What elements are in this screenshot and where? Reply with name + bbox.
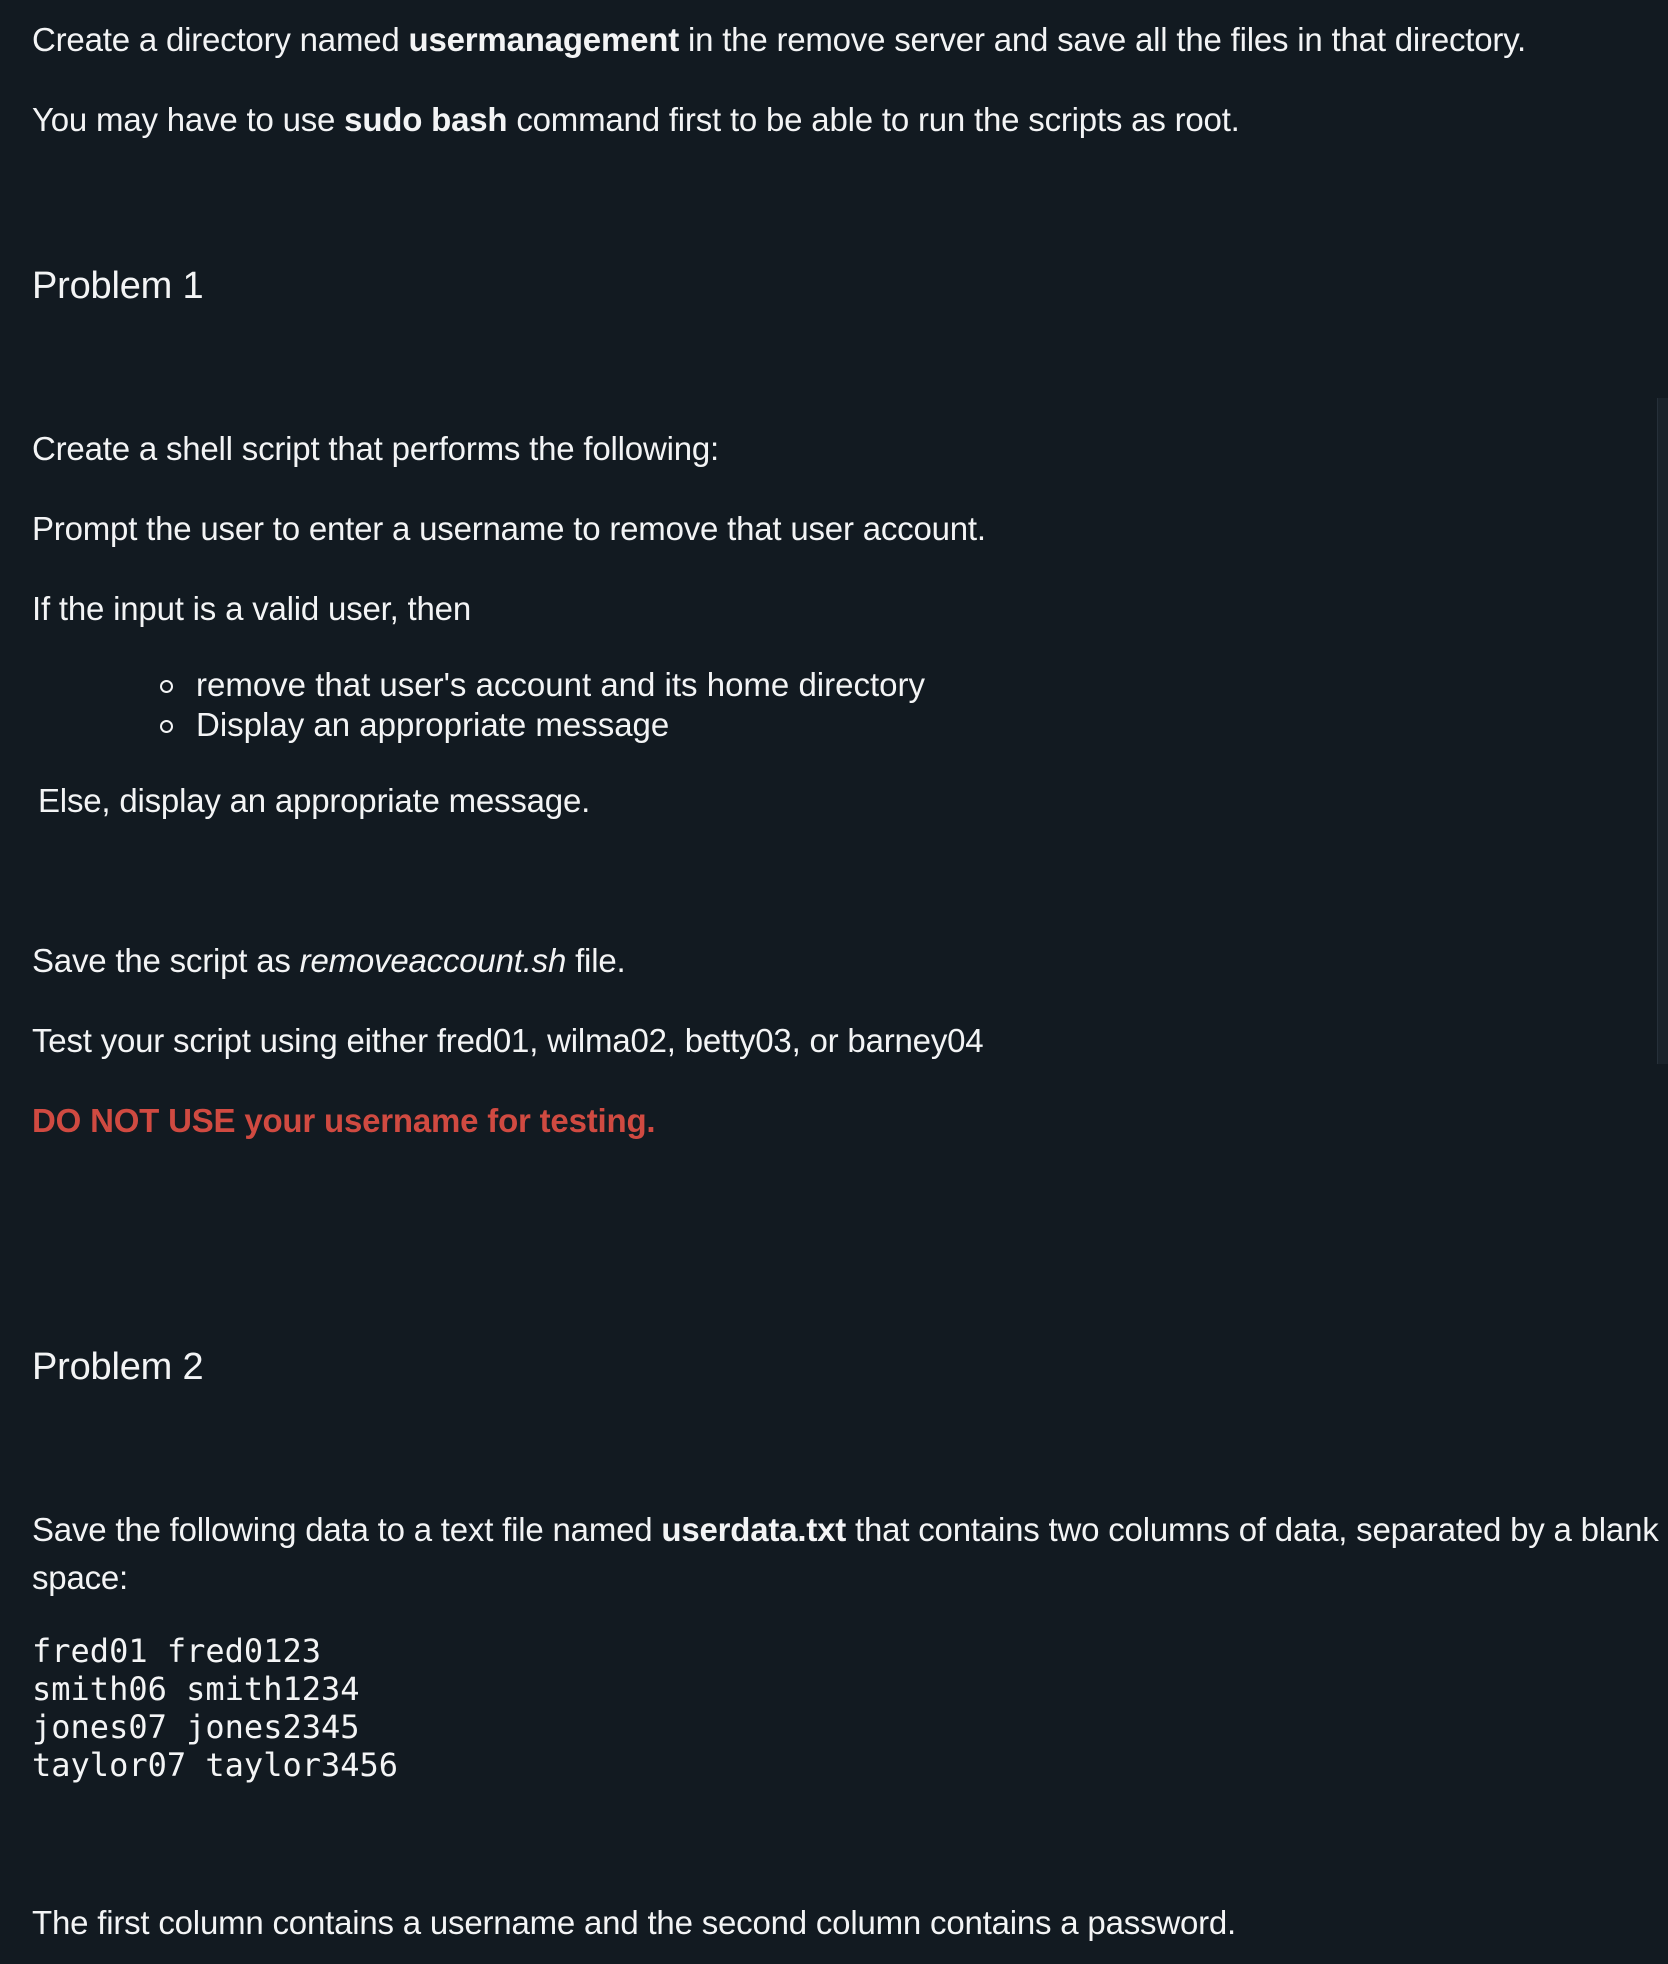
- bullet-text: Display an appropriate message: [196, 706, 670, 743]
- userdata-code-block: [32, 1632, 398, 1784]
- circle-bullet-icon: [160, 680, 173, 693]
- problem-2-heading: Problem 2: [32, 1346, 204, 1388]
- problem-1-else: Else, display an appropriate message.: [38, 782, 591, 819]
- data-filename: userdata.txt: [661, 1511, 847, 1548]
- code-line: jones07 jones2345: [32, 1708, 360, 1746]
- list-item: [160, 705, 925, 745]
- intro-line-directory-pre: Create a directory named: [32, 21, 409, 58]
- problem-1-save-post: file.: [566, 942, 626, 979]
- sudo-command: sudo bash: [344, 101, 508, 138]
- problem-2-save: [32, 1506, 1659, 1554]
- problem-1-save: [32, 937, 625, 985]
- problem-1-bullet-list: [160, 665, 925, 745]
- problem-1-prompt: Prompt the user to enter a username to remove that user account.: [32, 510, 986, 547]
- problem-1-save-pre: Save the script as: [32, 942, 300, 979]
- intro-line-directory-post: in the remove server and save all the files in that directory.: [678, 21, 1527, 58]
- problem-2-save-post: that contains two columns of data, separated by a blank: [846, 1511, 1659, 1548]
- problem-2-save-pre: Save the following data to a text file named: [32, 1511, 662, 1548]
- problem-2-description: The first column contains a username and the second column contains a password.: [32, 1904, 1237, 1941]
- bullet-text: remove that user's account and its home directory: [196, 666, 925, 703]
- script-filename: removeaccount.sh: [299, 942, 567, 979]
- code-line: taylor07 taylor3456: [32, 1746, 399, 1784]
- intro-line-sudo-pre: You may have to use: [32, 101, 345, 138]
- intro-line-sudo-post: command first to be able to run the scripts as root.: [507, 101, 1240, 138]
- code-line: smith06 smith1234: [32, 1670, 360, 1708]
- problem-1-heading: Problem 1: [32, 265, 204, 307]
- circle-bullet-icon: [160, 720, 173, 733]
- problem-1-intro: Create a shell script that performs the following:: [32, 430, 719, 467]
- list-item: [160, 665, 925, 705]
- problem-2-save-continued: space:: [32, 1559, 129, 1596]
- scrollbar[interactable]: [1657, 398, 1668, 1064]
- problem-1-warning: DO NOT USE your username for testing.: [32, 1102, 656, 1139]
- directory-name: usermanagement: [408, 21, 679, 58]
- problem-1-condition: If the input is a valid user, then: [32, 590, 471, 627]
- problem-1-test: Test your script using either fred01, wilma02, betty03, or barney04: [32, 1022, 984, 1059]
- intro-line-sudo: [32, 96, 1240, 144]
- intro-line-directory: [32, 16, 1526, 64]
- code-line: fred01 fred0123: [32, 1632, 321, 1670]
